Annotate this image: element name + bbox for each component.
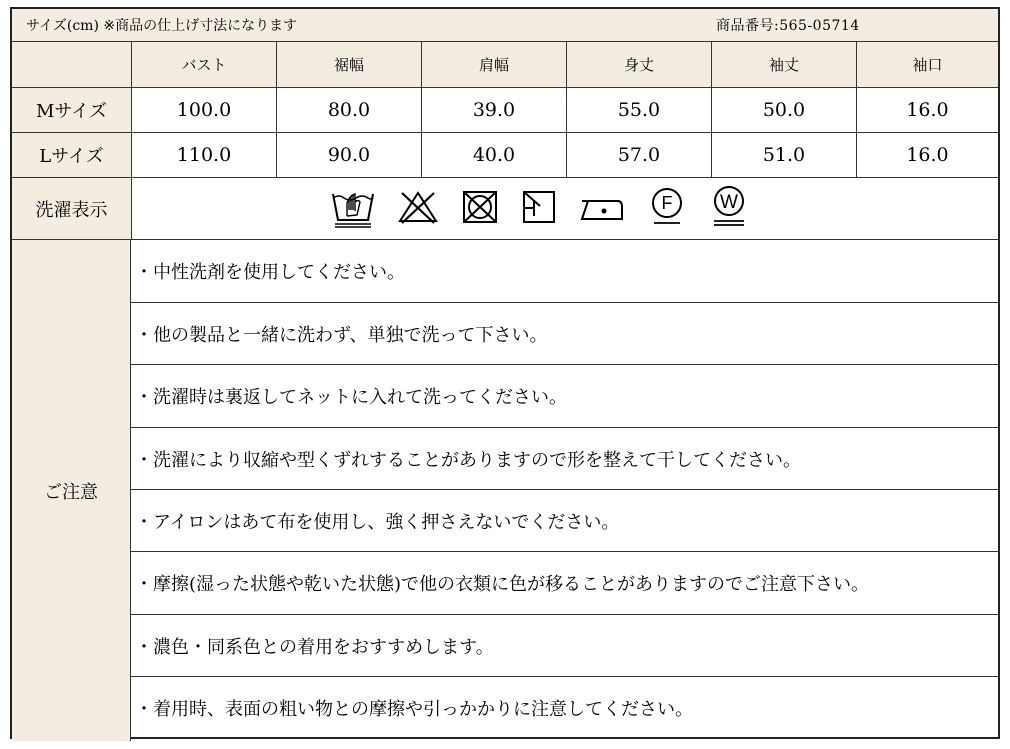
dry-clean-letter: F — [661, 192, 673, 213]
size-row-l — [12, 133, 998, 178]
size-value: 16.0 — [856, 88, 998, 132]
iron-low-icon — [578, 189, 626, 229]
care-note: ・他の製品と一緒に洗わず、単独で洗って下さい。 — [131, 303, 998, 365]
col-header-cuff: 袖口 — [856, 42, 998, 87]
size-value: 90.0 — [276, 133, 421, 177]
col-header-length: 身丈 — [566, 42, 711, 87]
size-chart-sheet — [10, 7, 1000, 739]
no-bleach-icon — [396, 189, 440, 229]
care-note: ・洗濯により収縮や型くずれすることがありますので形を整えて干してください。 — [131, 428, 998, 490]
care-note: ・濃色・同系色との着用をおすすめします。 — [131, 615, 998, 677]
col-header-hem-width: 裾幅 — [276, 42, 421, 87]
size-note-title: サイズ(cm) ※商品の仕上げ寸法になります — [26, 18, 298, 34]
size-value: 40.0 — [421, 133, 566, 177]
care-notes-section — [12, 240, 998, 741]
wet-clean-w-icon — [708, 184, 750, 234]
product-code: 商品番号:565-05714 — [716, 18, 860, 34]
size-value: 51.0 — [711, 133, 856, 177]
no-tumble-dry-icon — [460, 189, 500, 229]
size-table-header — [12, 42, 998, 88]
col-header-bust: バスト — [131, 42, 276, 87]
shade-dry-icon — [520, 189, 558, 229]
size-label-m: Mサイズ — [12, 88, 131, 132]
laundry-row — [12, 178, 998, 240]
dry-clean-f-icon — [646, 186, 688, 232]
care-note: ・洗濯時は裏返してネットに入れて洗ってください。 — [131, 365, 998, 428]
hand-wash-icon — [330, 186, 376, 232]
size-value: 16.0 — [856, 133, 998, 177]
care-note: ・中性洗剤を使用してください。 — [131, 240, 998, 303]
size-value: 80.0 — [276, 88, 421, 132]
col-header-shoulder-width: 肩幅 — [421, 42, 566, 87]
care-note: ・摩擦(湿った状態や乾いた状態)で他の衣類に色が移ることがありますのでご注意下さい。 — [131, 552, 998, 615]
size-value: 57.0 — [566, 133, 711, 177]
laundry-icons — [131, 178, 998, 239]
size-value: 50.0 — [711, 88, 856, 132]
corner-cell — [12, 42, 131, 87]
care-note: ・アイロンはあて布を使用し、強く押さえないでください。 — [131, 490, 998, 552]
size-value: 110.0 — [131, 133, 276, 177]
size-value: 100.0 — [131, 88, 276, 132]
care-notes-label: ご注意 — [12, 240, 131, 741]
col-header-sleeve-length: 袖丈 — [711, 42, 856, 87]
laundry-label: 洗濯表示 — [12, 178, 131, 239]
size-value: 55.0 — [566, 88, 711, 132]
size-label-l: Lサイズ — [12, 133, 131, 177]
size-value: 39.0 — [421, 88, 566, 132]
header-bar — [12, 9, 998, 42]
size-row-m — [12, 88, 998, 133]
wet-clean-letter: W — [720, 191, 738, 213]
care-note: ・着用時、表面の粗い物との摩擦や引っかかりに注意してください。 — [135, 699, 693, 720]
